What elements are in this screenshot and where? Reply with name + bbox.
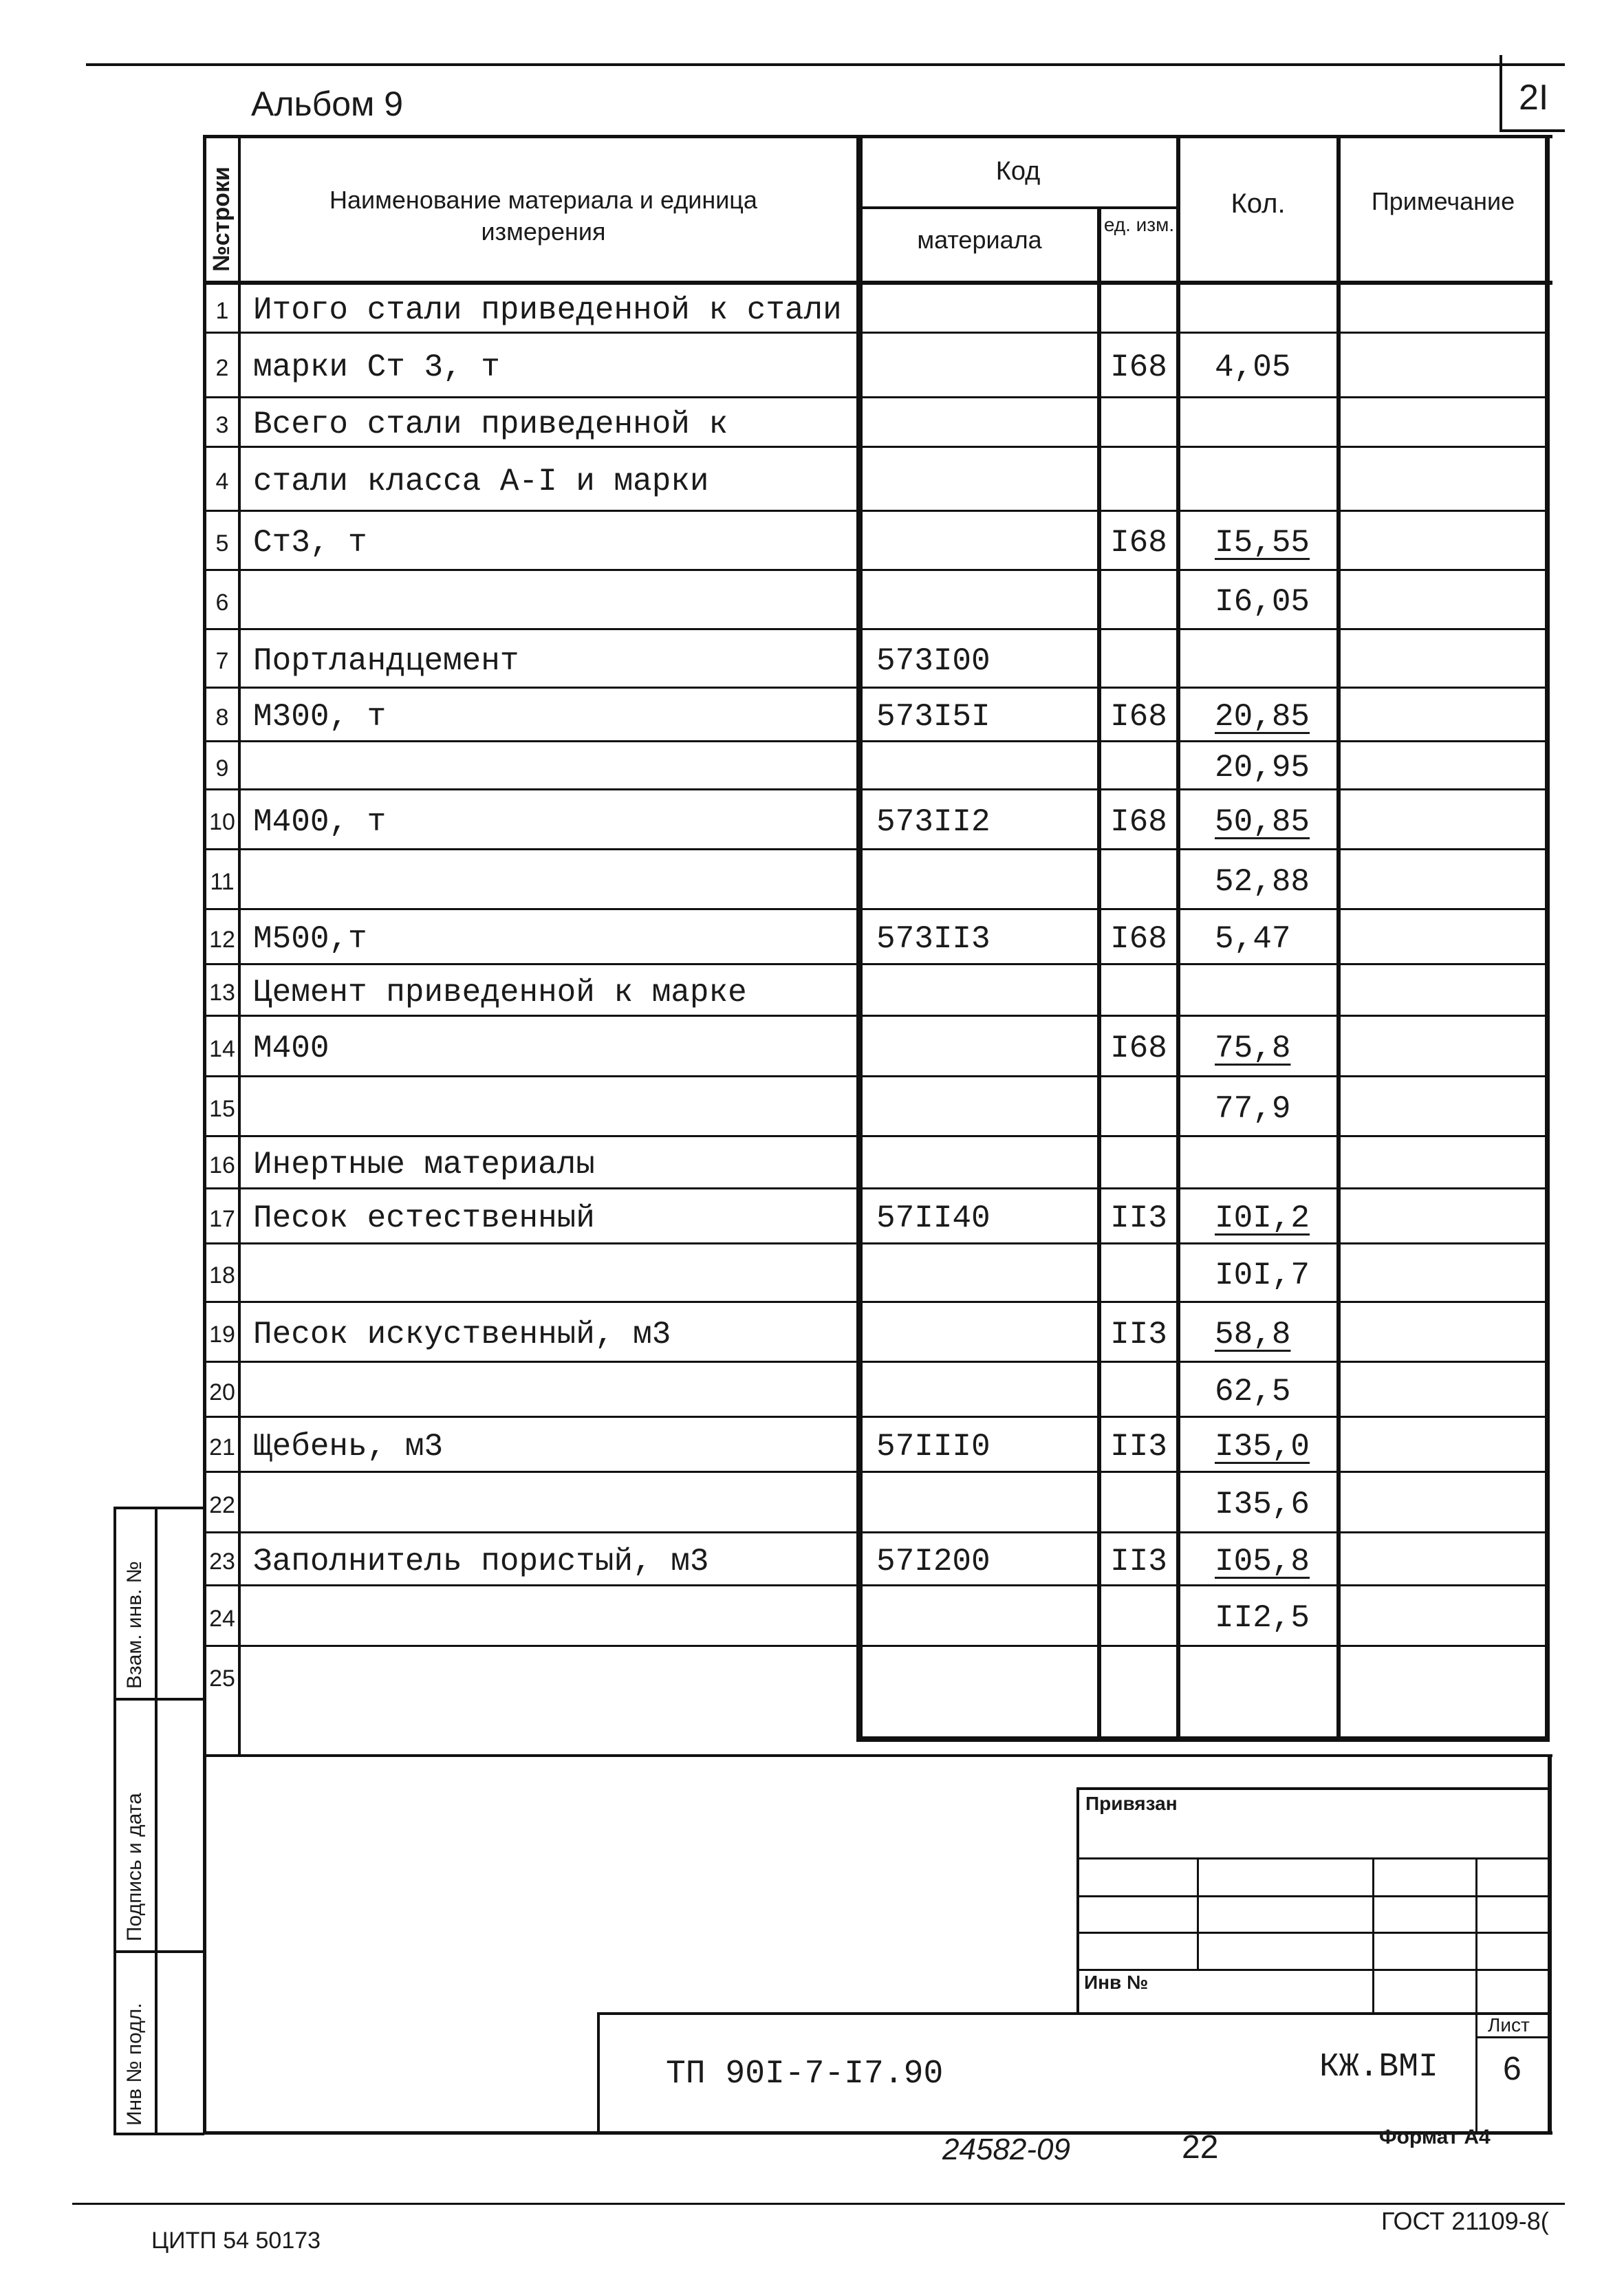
linked-row-4 bbox=[1076, 1969, 1551, 1971]
gost-label: ГОСТ 21109-8( bbox=[1381, 2207, 1549, 2235]
quantity: 50,85 bbox=[1215, 804, 1310, 840]
row-divider bbox=[206, 1531, 1546, 1533]
page-number: 2I bbox=[1519, 78, 1549, 118]
row-divider bbox=[206, 740, 1546, 742]
row-number: 14 bbox=[209, 1035, 235, 1062]
material-code: 57III0 bbox=[876, 1429, 990, 1465]
quantity: 5,47 bbox=[1215, 921, 1291, 958]
quantity: I35,6 bbox=[1215, 1487, 1310, 1523]
material-name: Песок искуственный, м3 bbox=[253, 1316, 671, 1352]
swap-inv-label: Взам. инв. № bbox=[123, 1561, 146, 1689]
row-divider bbox=[206, 1187, 1546, 1189]
inv-no-label: Инв № bbox=[1084, 1972, 1149, 1993]
row-number: 7 bbox=[215, 648, 229, 675]
material-name: Итого стали приведенной к стали bbox=[253, 292, 842, 329]
format-label: Формат А4 bbox=[1379, 2126, 1491, 2148]
side-stamp-bottom bbox=[113, 2133, 204, 2135]
unit-code: II3 bbox=[1110, 1429, 1167, 1465]
linked-row-1 bbox=[1076, 1857, 1551, 1859]
row-number: 12 bbox=[209, 926, 235, 953]
row-number: 22 bbox=[209, 1491, 235, 1518]
row-number: 15 bbox=[209, 1096, 235, 1123]
row-number: 20 bbox=[209, 1379, 235, 1405]
row-divider bbox=[206, 332, 1546, 334]
row-number: 8 bbox=[215, 704, 229, 731]
quantity: 62,5 bbox=[1215, 1374, 1291, 1410]
row-number: 18 bbox=[209, 1262, 235, 1289]
quantity: 20,85 bbox=[1215, 699, 1310, 735]
material-name: Цемент приведенной к марке bbox=[253, 974, 747, 1011]
unit-code: I68 bbox=[1110, 349, 1167, 386]
material-name: марки Ст 3, т bbox=[253, 349, 500, 386]
row-divider bbox=[206, 788, 1546, 790]
unit-code: I68 bbox=[1110, 804, 1167, 840]
table-right-border bbox=[1545, 135, 1550, 1740]
citp-label: ЦИТП 54 50173 bbox=[151, 2228, 321, 2254]
sheet-label: Лист bbox=[1488, 2014, 1530, 2036]
material-code: 573II2 bbox=[876, 804, 990, 840]
title-block-top bbox=[203, 1754, 1552, 1757]
quantity: I35,0 bbox=[1215, 1429, 1310, 1465]
table-header-bottom bbox=[203, 281, 1552, 285]
row-divider bbox=[206, 908, 1546, 910]
sheet-number: 6 bbox=[1503, 2051, 1522, 2087]
row-number: 13 bbox=[209, 980, 235, 1006]
row-divider bbox=[206, 1135, 1546, 1137]
row-divider bbox=[206, 1584, 1546, 1586]
doc-mark: КЖ.ВМI bbox=[1319, 2049, 1438, 2086]
row-divider bbox=[206, 1015, 1546, 1017]
row-divider bbox=[206, 1301, 1546, 1303]
material-name: М500,т bbox=[253, 921, 367, 958]
row-number: 10 bbox=[209, 809, 235, 836]
quantity: II2,5 bbox=[1215, 1600, 1310, 1637]
row-number: 19 bbox=[209, 1322, 235, 1348]
note-header: Примечание bbox=[1371, 187, 1515, 215]
title-block-right bbox=[1548, 1754, 1552, 2134]
linked-col-2 bbox=[1372, 1857, 1374, 2014]
side-stamp-left bbox=[113, 1507, 116, 2134]
col-sep-no-name bbox=[238, 135, 241, 1754]
col-sep-qty-note bbox=[1336, 135, 1341, 1740]
row-number: 6 bbox=[215, 589, 229, 616]
row-divider bbox=[206, 963, 1546, 965]
row-divider bbox=[206, 1416, 1546, 1418]
side-stamp-top bbox=[113, 1507, 204, 1509]
row-number-header: №строки bbox=[208, 166, 235, 272]
row-number: 23 bbox=[209, 1549, 235, 1575]
unit-code: I68 bbox=[1110, 525, 1167, 561]
row-number: 2 bbox=[215, 354, 229, 381]
side-stamp-sep1 bbox=[113, 1698, 204, 1701]
row-number: 5 bbox=[215, 530, 229, 557]
name-header: Наименование материала и единица измерения bbox=[329, 186, 757, 246]
footer-page: 22 bbox=[1182, 2129, 1219, 2166]
quantity: I5,55 bbox=[1215, 525, 1310, 561]
col-sep-name-code bbox=[856, 135, 863, 1740]
material-name: М400 bbox=[253, 1031, 329, 1067]
unit-code: II3 bbox=[1110, 1543, 1167, 1579]
material-name: Ст3, т bbox=[253, 525, 367, 561]
unit-code: I68 bbox=[1110, 699, 1167, 735]
doc-block-top bbox=[598, 2012, 1551, 2015]
quantity: 77,9 bbox=[1215, 1090, 1291, 1127]
unit-header: ед. изм. bbox=[1103, 214, 1175, 235]
quantity: I6,05 bbox=[1215, 584, 1310, 621]
unit-code: II3 bbox=[1110, 1316, 1167, 1352]
linked-col-3 bbox=[1475, 1857, 1477, 2131]
material-name: Всего стали приведенной к bbox=[253, 407, 728, 443]
col-sep-code-unit bbox=[1097, 206, 1101, 1740]
sheet-label-sep bbox=[1475, 2036, 1551, 2038]
row-number: 25 bbox=[209, 1665, 235, 1692]
row-number: 3 bbox=[215, 411, 229, 438]
row-number: 17 bbox=[209, 1205, 235, 1232]
quantity: I0I,7 bbox=[1215, 1257, 1310, 1293]
row-number: 9 bbox=[215, 755, 229, 781]
row-divider bbox=[206, 510, 1546, 512]
title-block-bottom bbox=[203, 2131, 1552, 2135]
linked-row-2 bbox=[1076, 1895, 1551, 1897]
row-number: 16 bbox=[209, 1152, 235, 1178]
material-name: М300, т bbox=[253, 699, 387, 735]
row-number: 11 bbox=[210, 869, 235, 896]
side-stamp-sep2 bbox=[113, 1950, 204, 1953]
side-stamp-mid bbox=[155, 1507, 158, 2134]
code-header: Код bbox=[995, 157, 1041, 186]
material-code: 573II3 bbox=[876, 921, 990, 958]
linked-label: Привязан bbox=[1085, 1793, 1178, 1814]
col-sep-unit-qty bbox=[1176, 135, 1180, 1740]
row-divider bbox=[206, 1242, 1546, 1244]
quantity: 20,95 bbox=[1215, 750, 1310, 786]
unit-code: I68 bbox=[1110, 921, 1167, 958]
unit-code: II3 bbox=[1110, 1200, 1167, 1237]
row-divider bbox=[206, 687, 1546, 689]
row-divider bbox=[206, 1471, 1546, 1473]
material-name: стали класса А-I и марки bbox=[253, 463, 709, 499]
row-number: 1 bbox=[215, 297, 229, 324]
row-divider bbox=[206, 1075, 1546, 1077]
row-divider bbox=[206, 1361, 1546, 1363]
material-name: М400, т bbox=[253, 804, 387, 840]
doc-block-left bbox=[597, 2012, 600, 2133]
table-bottom-border bbox=[856, 1736, 1550, 1742]
row-divider bbox=[206, 396, 1546, 398]
row-number: 21 bbox=[209, 1434, 235, 1460]
linked-row-3 bbox=[1076, 1932, 1551, 1934]
material-name: Песок естественный bbox=[253, 1200, 595, 1237]
row-number: 24 bbox=[209, 1605, 235, 1632]
material-name: Щебень, м3 bbox=[253, 1429, 444, 1465]
material-name: Заполнитель пористый, м3 bbox=[253, 1543, 709, 1579]
qty-header: Кол. bbox=[1231, 188, 1286, 219]
row-number: 4 bbox=[215, 468, 229, 495]
table-top-border bbox=[203, 135, 1552, 138]
material-name: Инертные материалы bbox=[253, 1147, 595, 1183]
material-name: Портландцемент bbox=[253, 643, 519, 679]
footer-rule bbox=[72, 2203, 1565, 2205]
linked-block-top bbox=[1076, 1787, 1551, 1790]
row-divider bbox=[206, 1645, 1546, 1647]
row-divider bbox=[206, 628, 1546, 630]
quantity: 52,88 bbox=[1215, 863, 1310, 900]
quantity: I05,8 bbox=[1215, 1543, 1310, 1579]
row-divider bbox=[206, 569, 1546, 571]
unit-code: I68 bbox=[1110, 1031, 1167, 1067]
sign-date-label: Подпись и дата bbox=[123, 1793, 146, 1941]
inv-orig-label: Инв № подл. bbox=[123, 2003, 146, 2126]
row-divider bbox=[206, 446, 1546, 448]
linked-block-left bbox=[1076, 1787, 1079, 2014]
order-number: 24582-09 bbox=[942, 2133, 1070, 2166]
quantity: 75,8 bbox=[1215, 1031, 1291, 1067]
linked-col-1 bbox=[1197, 1857, 1199, 1971]
material-code: 57I200 bbox=[876, 1543, 990, 1579]
material-code: 573I00 bbox=[876, 643, 990, 679]
quantity: 4,05 bbox=[1215, 349, 1291, 386]
quantity: I0I,2 bbox=[1215, 1200, 1310, 1237]
material-code-header: материала bbox=[917, 226, 1042, 254]
album-title: Альбом 9 bbox=[251, 85, 404, 123]
material-code: 57II40 bbox=[876, 1200, 990, 1237]
code-header-split bbox=[860, 206, 1178, 209]
row-divider bbox=[206, 848, 1546, 850]
doc-code: ТП 90I-7-I7.90 bbox=[666, 2056, 944, 2093]
quantity: 58,8 bbox=[1215, 1316, 1291, 1352]
material-code: 573I5I bbox=[876, 699, 990, 735]
